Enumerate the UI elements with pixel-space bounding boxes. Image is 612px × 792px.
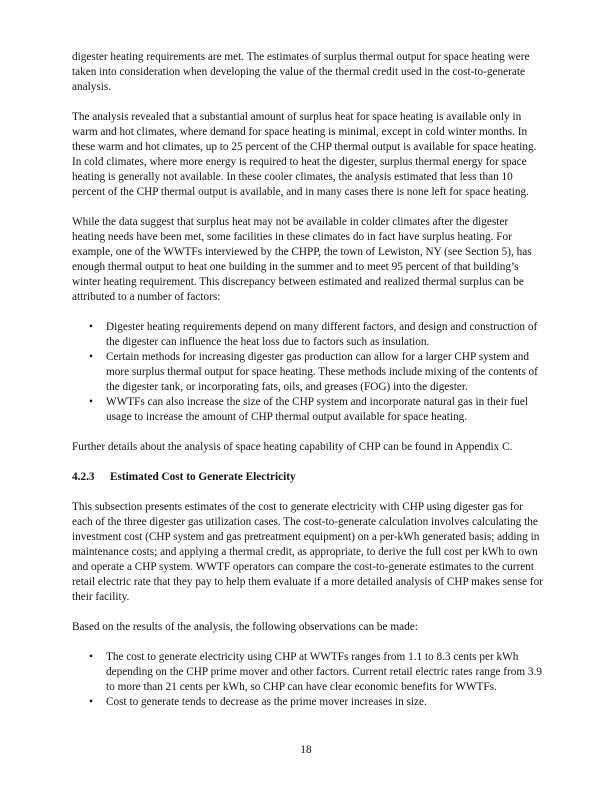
list-item [72,695,544,710]
document-page [72,50,544,725]
bullet-icon: • [89,396,93,408]
page-number: 18 [300,744,312,756]
bullet-icon: • [89,651,93,663]
list-item [72,320,544,350]
paragraph-observations-intro: Based on the results of the analysis, the following observations can be made: [72,621,418,633]
bullet-icon: • [89,351,93,363]
bullet-icon: • [89,321,93,333]
list-item-text: The cost to generate electricity using CHP at WWTFs ranges from 1.1 to 8.3 cents per kWh depending on the CHP prime mover and other factors. Current retail electric rates range from 3.9 to more than 21 cents per kWh, so CHP can have clear economic benefits for WWTFs. [106,651,542,693]
paragraph-digester-heating: digester heating requirements are met. The estimates of surplus thermal output for space heating were taken into consideration when developing the value of the thermal credit used in the cost-to-generate analysis. [72,51,530,93]
paragraph-appendix-reference: Further details about the analysis of space heating capability of CHP can be found in Appendix C. [72,441,513,453]
list-item [72,650,544,695]
factors-list [72,320,544,425]
observations-list [72,650,544,710]
paragraph-cold-climates: While the data suggest that surplus heat may not be available in colder climates after the digester heating needs have been met, some facilities in these climates do in fact have surplus heating. For example, one of the WWTFs interviewed by the CHPP, the town of Lewiston, NY (see Section 5), has enough thermal output to heat one building in the summer and to meet 95 percent of that building’s winter heating requirement. This discrepancy between estimated and realized thermal surplus can be attributed to a number of factors: [72,216,532,303]
list-item-text: WWTFs can also increase the size of the CHP system and incorporate natural gas in their fuel usage to increase the amount of CHP thermal output available for space heating. [106,396,528,423]
section-number: 4.2.3 [72,471,95,483]
section-title: Estimated Cost to Generate Electricity [110,471,296,483]
list-item-text: Certain methods for increasing digester gas production can allow for a larger CHP system and more surplus thermal output for space heating. These methods include mixing of the contents of the digester tank, or incorporating fats, oils, and greases (FOG) into the digester. [106,351,538,393]
paragraph-subsection-intro: This subsection presents estimates of the cost to generate electricity with CHP using digester gas for each of the three digester gas utilization cases. The cost-to-generate calculation involves calculating the investment cost (CHP system and gas pretreatment equipment) on a per-kWh generated basis; adding in maintenance costs; and applying a thermal credit, as appropriate, to derive the full cost per kWh to own and operate a CHP system. WWTF operators can compare the cost-to-generate estimates to the current retail electric rate that they pay to help them evaluate if a more detailed analysis of CHP makes sense for their facility. [72,501,543,603]
list-item-text: Cost to generate tends to decrease as the prime mover increases in size. [106,696,427,708]
paragraph-analysis-findings: The analysis revealed that a substantial amount of surplus heat for space heating is available only in warm and hot climates, where demand for space heating is minimal, except in cold winter months. In these warm and hot climates, up to 25 percent of the CHP thermal output is available for space heating. In cold climates, where more energy is required to heat the digester, surplus thermal energy for space heating is generally not available. In these cooler climates, the analysis estimated that less than 10 percent of the CHP thermal output is available, and in many cases there is none left for space heating. [72,111,537,198]
list-item-text: Digester heating requirements depend on many different factors, and design and construction of the digester can influence the heat loss due to factors such as insulation. [106,321,538,348]
list-item [72,350,544,395]
list-item [72,395,544,425]
section-heading [72,470,544,485]
bullet-icon: • [89,696,93,708]
